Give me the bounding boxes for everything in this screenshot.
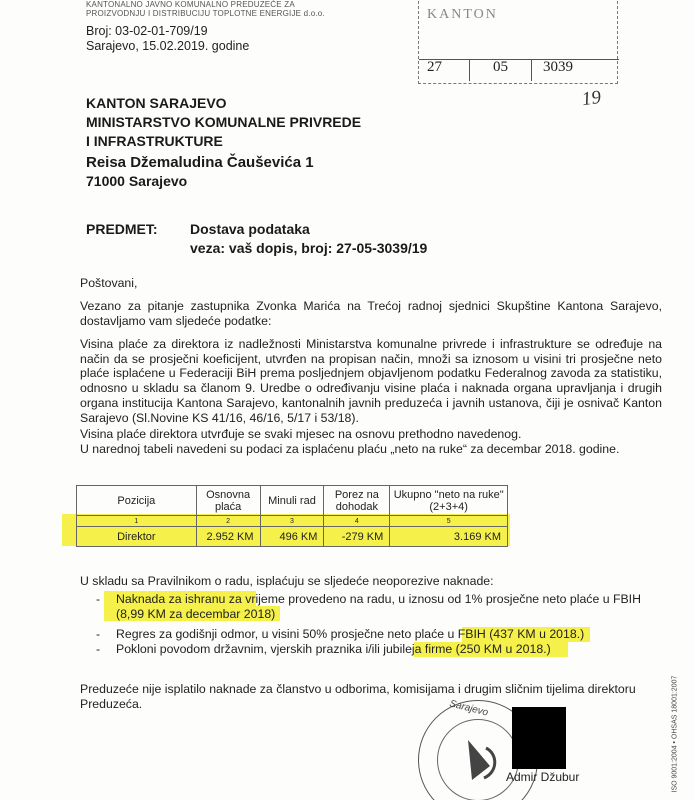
monthly-note: Visina plaće direktora utvrđuje se svaki mjesec na osnovu prethodno navedenog. bbox=[80, 427, 522, 441]
subject-title: Dostava podataka bbox=[190, 221, 310, 237]
list-item: - Regres za godišnji odmor, u visini 50% prosječne neto plaće u FBIH (437 KM u 2018.) bbox=[92, 627, 672, 642]
org-line-2: PROIZVODNJU I DISTRIBUCIJU TOPLOTNE ENERGIJE d.o.o. bbox=[86, 9, 325, 18]
list-item: - Pokloni povodom državnim, vjerskih praznika i/ili jubileja firme (250 KM u 2018.) bbox=[92, 642, 672, 657]
stamp-cell-4: 19 bbox=[580, 86, 603, 111]
table-row bbox=[77, 527, 508, 547]
cell-tenure: 496 KM bbox=[260, 527, 324, 547]
signatory-name: Admir Džubur bbox=[506, 770, 580, 784]
col-header-tax: Porez na dohodak bbox=[324, 486, 390, 516]
recipient-line-2: MINISTARSTVO KOMUNALNE PRIVREDE bbox=[86, 114, 362, 130]
cell-total: 3.169 KM bbox=[390, 527, 508, 547]
table-intro: U narednoj tabeli navedeni su podaci za isplaćenu plaću „neto na ruke“ za decembar 2018. godine. bbox=[80, 442, 620, 456]
col-header-total: Ukupno "neto na ruke" (2+3+4) bbox=[390, 486, 508, 516]
seal-emblem-icon bbox=[438, 720, 520, 800]
subject-reference: veza: vaš dopis, broj: 27-05-3039/19 bbox=[190, 240, 428, 256]
certification-text: ISO 9001:2004 • OHSAS 18001:2007 bbox=[671, 675, 679, 793]
allowances-list bbox=[92, 592, 672, 657]
recipient-city: 71000 Sarajevo bbox=[86, 173, 188, 189]
recipient-line-3: I INFRASTRUKTURE bbox=[86, 133, 223, 149]
reference-number: Broj: 03-02-01-709/19 bbox=[86, 24, 208, 38]
received-stamp bbox=[418, 0, 618, 84]
recipient-line-1: KANTON SARAJEVO bbox=[86, 95, 227, 111]
col-header-position: Pozicija bbox=[77, 486, 197, 516]
salary-paragraph: Visina plaće za direktora iz nadležnosti Ministarstva komunalne privrede i infrastrukture se određuje na način da se prosječni koeficijent, utvrđen na propisan način, množi sa iznosom u visini tri prosječne neto plaće isplaćene u Federaciji BiH prema posljednjem objavljenom podatku Federalnog zavoda za statistiku, odnosno u skladu sa članom 9. Uredbe o određivanju visine plaća i naknada organa upravljanja i drugih organa institucija Kantona Sarajevo, kantonalnih javnih preduzeća i javnih ustanova, čiji je osnivač Kanton Sarajevo (Sl.Novine KS 41/16, 46/16, 5/17 i 53/18). bbox=[80, 337, 662, 425]
stamp-cell-2: 05 bbox=[493, 59, 508, 75]
col-number: 2 bbox=[196, 516, 260, 527]
org-line-1: KANTONALNO JAVNO KOMUNALNO PREDUZEĆE ZA bbox=[86, 0, 295, 9]
recipient-block bbox=[86, 94, 361, 191]
col-number: 5 bbox=[390, 516, 508, 527]
org-name bbox=[86, 0, 325, 18]
redacted-signature bbox=[512, 707, 566, 769]
table-number-row bbox=[77, 516, 508, 527]
place-date: Sarajevo, 15.02.2019. godine bbox=[86, 39, 250, 53]
recipient-street: Reisa Džemaludina Čauševića 1 bbox=[86, 154, 314, 171]
stamp-title: KANTON bbox=[427, 7, 498, 22]
footer-note: Preduzeće nije isplatilo naknade za članstvo u odborima, komisijama i drugim sličnim tijelima direktoru Preduzeća. bbox=[80, 682, 636, 711]
seal-text: Sarajevo bbox=[448, 698, 490, 719]
subject-label: PREDMET: bbox=[86, 221, 158, 237]
greeting: Poštovani, bbox=[80, 276, 138, 290]
col-header-base: Osnovna plaća bbox=[196, 486, 260, 516]
cell-position: Direktor bbox=[77, 527, 197, 547]
list-item: - Naknada za ishranu za vrijeme provedeno na radu, u iznosu od 1% prosječne neto plaće u FBIH (8,99 KM za decembar 2018) bbox=[92, 592, 672, 621]
col-header-tenure: Minuli rad bbox=[260, 486, 324, 516]
salary-table bbox=[76, 485, 508, 547]
reference-block bbox=[86, 24, 249, 54]
intro-paragraph: Vezano za pitanje zastupnika Zvonka Marića na Trećoj radnoj sjednici Skupštine Kantona Sarajevo, dostavljamo vam sljedeće podatke: bbox=[80, 299, 662, 328]
certification-code bbox=[666, 600, 678, 800]
cell-base: 2.952 KM bbox=[196, 527, 260, 547]
allowances-intro: U skladu sa Pravilnikom o radu, isplaćuju se sljedeće neoporezive naknade: bbox=[80, 574, 494, 588]
col-number: 4 bbox=[324, 516, 390, 527]
stamp-cell-1: 27 bbox=[427, 59, 442, 75]
col-number: 1 bbox=[77, 516, 197, 527]
stamp-cell-3: 3039 bbox=[543, 59, 573, 75]
col-number: 3 bbox=[260, 516, 324, 527]
cell-tax: -279 KM bbox=[324, 527, 390, 547]
table-header-row bbox=[77, 486, 508, 516]
